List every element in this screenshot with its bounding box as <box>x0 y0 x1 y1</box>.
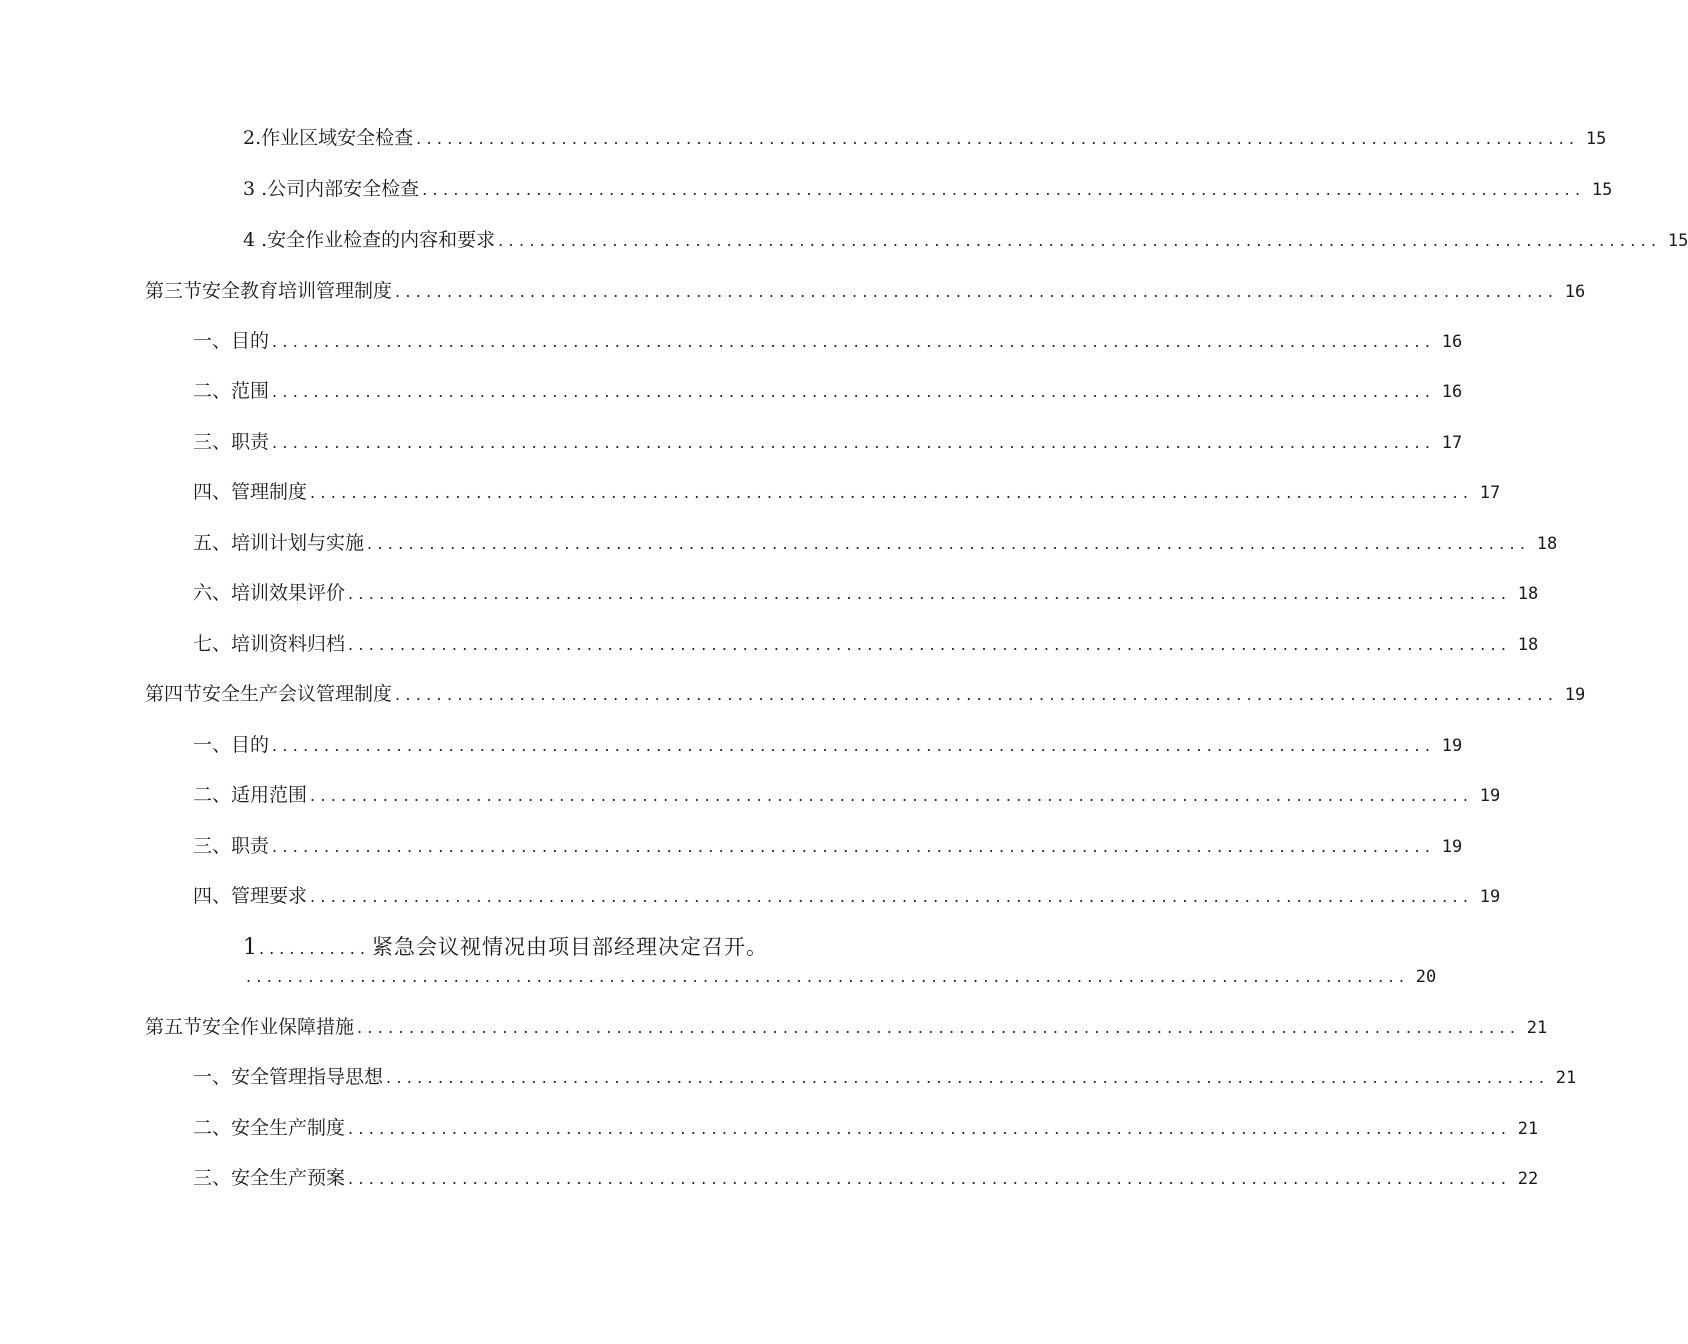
dot-leader: ................................................................................................................ <box>272 736 1436 755</box>
toc-entry-label: 第四节安全生产会议管理制度 <box>145 683 393 705</box>
dot-leader: ................................................................................................................ <box>498 231 1662 250</box>
toc-entry-page: 15 <box>1667 231 1688 251</box>
toc-entry[interactable] <box>193 1113 1539 1143</box>
dot-leader: ................................................................................................................ <box>310 887 1474 906</box>
toc-entry-page: 18 <box>1536 534 1558 554</box>
toc-entry-label: 一、安全管理指导思想 <box>193 1066 384 1088</box>
toc-entry[interactable] <box>193 528 1558 558</box>
dot-leader: ................................................................................................................ <box>386 1068 1550 1087</box>
toc-entry[interactable] <box>193 427 1463 457</box>
toc-entry-page: 16 <box>1441 382 1463 402</box>
toc-entry-page: 20 <box>1415 967 1437 987</box>
toc-entry-label: 4 .安全作业检查的内容和要求 <box>243 229 496 251</box>
toc-entry-page: 19 <box>1441 837 1463 857</box>
dot-leader: ................................................................................................................ <box>272 332 1436 351</box>
toc-entry-label: 第三节安全教育培训管理制度 <box>145 280 393 302</box>
toc-entry-label: 二、适用范围 <box>193 784 308 806</box>
toc-entry-label: 三、安全生产预案 <box>193 1167 346 1189</box>
dot-leader: ................................................................................................................ <box>272 433 1436 452</box>
dot-leader: ................................................................................................................ <box>272 382 1436 401</box>
toc-entry-label: 一、目的 <box>193 330 270 352</box>
toc-entry[interactable] <box>193 1062 1577 1092</box>
toc-entry[interactable] <box>193 376 1463 406</box>
dot-leader: ................................................................................................................ <box>395 282 1559 301</box>
dot-leader: ................................................................................................................ <box>310 786 1474 805</box>
toc-entry-page: 16 <box>1564 282 1586 302</box>
toc-section-entry[interactable] <box>145 276 1586 306</box>
toc-wrapped-entry[interactable] <box>243 930 800 964</box>
toc-entry-label: 三、职责 <box>193 835 270 857</box>
toc-entry-label: 一、目的 <box>193 734 270 756</box>
toc-entry-page: 16 <box>1441 332 1463 352</box>
toc-entry-label: 2.作业区域安全检查 <box>243 127 414 149</box>
toc-entry[interactable] <box>193 1163 1539 1193</box>
toc-entry-page: 17 <box>1441 433 1463 453</box>
toc-entry-label: 四、管理要求 <box>193 885 308 907</box>
toc-entry[interactable] <box>193 831 1463 861</box>
dot-leader: ................................................................................................................ <box>422 180 1586 199</box>
toc-entry[interactable] <box>193 477 1501 507</box>
toc-section-entry[interactable] <box>145 1012 1548 1042</box>
toc-entry-label: 七、培训资料归档 <box>193 633 346 655</box>
toc-entry-page: 18 <box>1517 584 1539 604</box>
toc-entry-page: 19 <box>1479 786 1501 806</box>
toc-entry[interactable] <box>193 326 1463 356</box>
toc-entry[interactable] <box>193 780 1501 810</box>
dot-leader: ................................................................................................................ <box>395 685 1559 704</box>
dot-leader: ................................................................................................................ <box>416 129 1580 148</box>
dot-leader: ................................................................................................................ <box>348 1119 1512 1138</box>
toc-entry[interactable] <box>193 629 1539 659</box>
toc-section-entry[interactable] <box>145 679 1586 709</box>
toc-entry[interactable] <box>243 174 1613 204</box>
toc-entry-label: 第五节安全作业保障措施 <box>145 1016 355 1038</box>
toc-entry-page: 15 <box>1585 129 1607 149</box>
dot-leader: ................................................................................................................ <box>348 635 1512 654</box>
toc-entry[interactable] <box>193 730 1463 760</box>
toc-entry-label: 四、管理制度 <box>193 481 308 503</box>
toc-entry-page: 19 <box>1441 736 1463 756</box>
dot-leader: ................................................................................................................ <box>272 837 1436 856</box>
toc-entry-label: 六、培训效果评价 <box>193 582 346 604</box>
toc-entry-label: 三、职责 <box>193 431 270 453</box>
toc-entry-page: 17 <box>1479 483 1501 503</box>
dot-leader: ................................................................................................................ <box>348 1169 1512 1188</box>
toc-entry[interactable] <box>243 123 1607 153</box>
toc-entry-label: 二、范围 <box>193 380 270 402</box>
dot-leader: ................................................................................................................ <box>357 1018 1521 1037</box>
toc-entry-label: 五、培训计划与实施 <box>193 532 365 554</box>
toc-entry-label: 紧急会议视情况由项目部经理决定召开。 <box>371 935 768 959</box>
dot-leader: ................................................................................................................ <box>310 483 1474 502</box>
toc-entry[interactable] <box>243 225 1688 255</box>
toc-entry-page: 18 <box>1517 635 1539 655</box>
toc-entry-page: 19 <box>1564 685 1586 705</box>
toc-entry-number: 1 <box>243 935 257 960</box>
toc-entry-continuation <box>243 962 1437 992</box>
dot-leader: ................................................................................................................ <box>367 534 1531 553</box>
toc-entry-label: 二、安全生产制度 <box>193 1117 346 1139</box>
toc-entry-label: 3 .公司内部安全检查 <box>243 178 420 200</box>
toc-entry-page: 21 <box>1526 1018 1548 1038</box>
dot-leader: ................................................................................................................ <box>246 967 1410 986</box>
dot-leader: ................................................................................................................ <box>348 584 1512 603</box>
toc-entry-page: 19 <box>1479 887 1501 907</box>
toc-entry-page: 21 <box>1517 1119 1539 1139</box>
toc-entry-page: 22 <box>1517 1169 1539 1189</box>
toc-entry-page: 15 <box>1591 180 1613 200</box>
dot-leader: ........... <box>259 939 370 958</box>
toc-entry[interactable] <box>193 881 1501 911</box>
toc-entry[interactable] <box>193 578 1539 608</box>
toc-entry-page: 21 <box>1555 1068 1577 1088</box>
